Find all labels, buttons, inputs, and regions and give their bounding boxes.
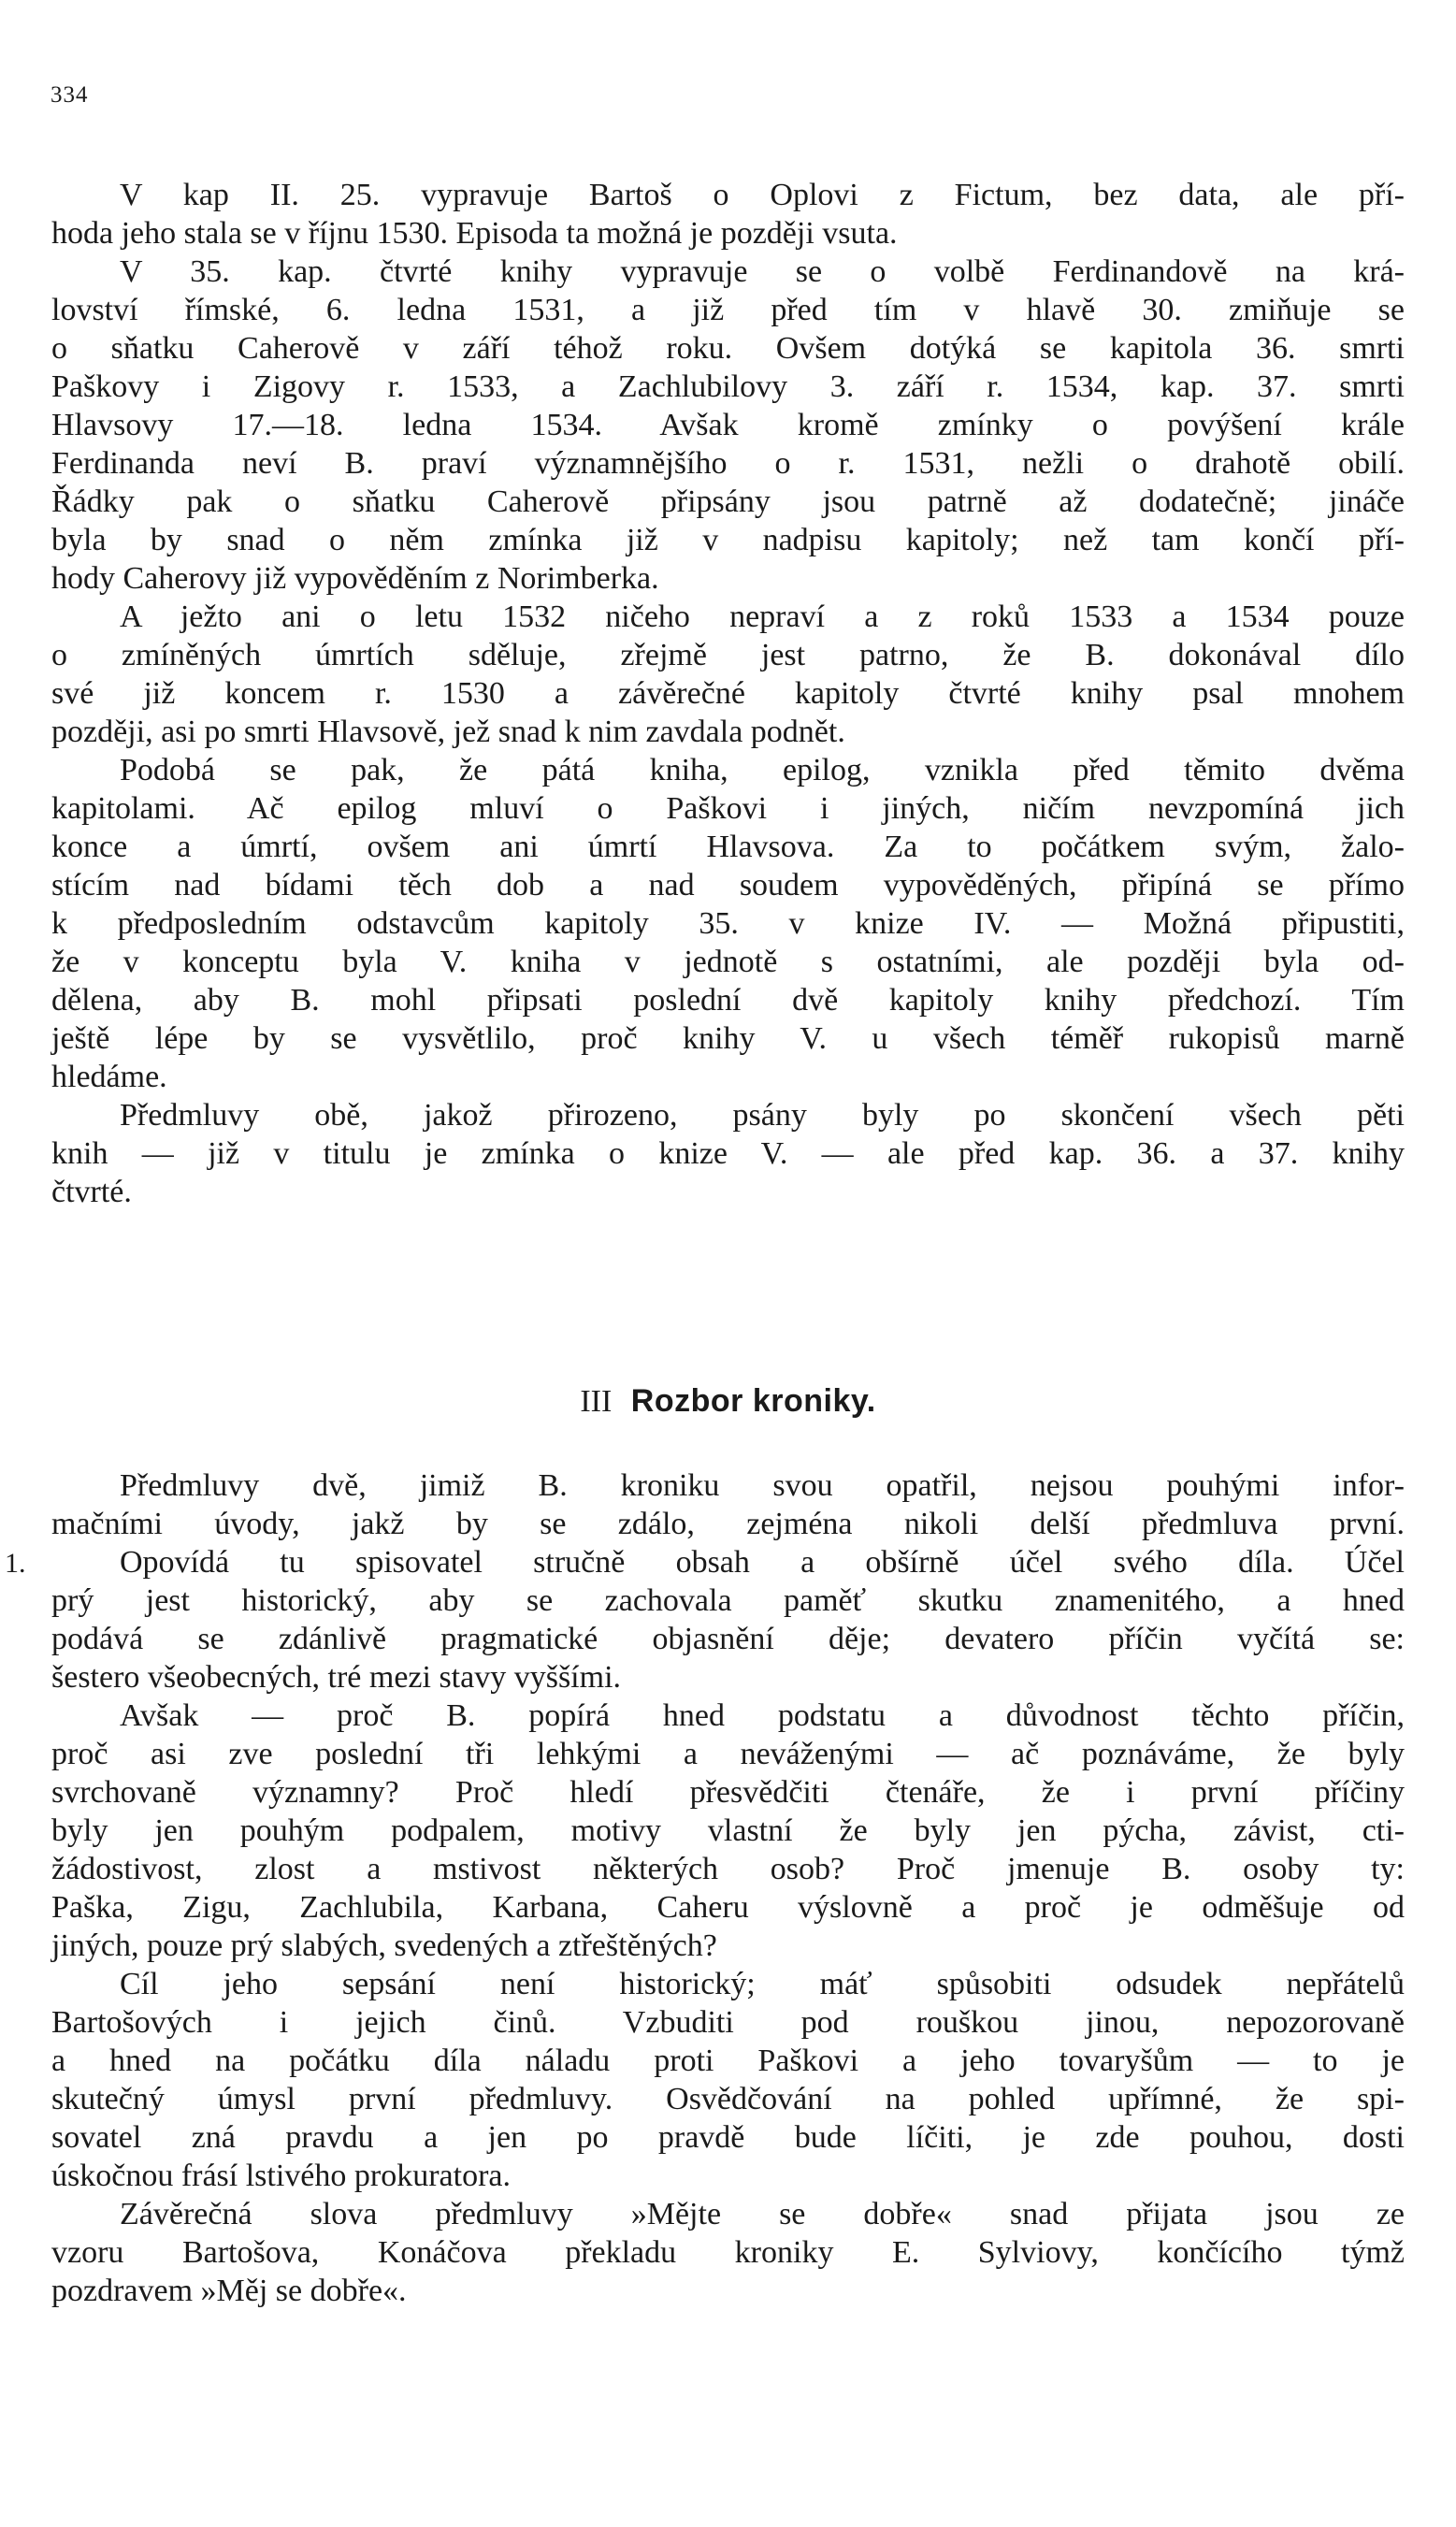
text-line: a hned na počátku díla náladu proti Paškovi a jeho tovaryšům — to je bbox=[51, 2043, 1405, 2078]
text-line: dělena, aby B. mohl připsati poslední dvě kapitoly knihy předchozí. Tím bbox=[51, 983, 1405, 1018]
text-line: Závěrečná slova předmluvy »Mějte se dobře« snad přijata jsou ze bbox=[120, 2197, 1405, 2231]
text-line: svrchovaně významny? Proč hledí přesvědčiti čtenáře, že i první příčiny bbox=[51, 1775, 1405, 1810]
text-line: V 35. kap. čtvrté knihy vypravuje se o volbě Ferdinandově na krá- bbox=[120, 254, 1405, 289]
text-line: vzoru Bartošova, Konáčova překladu kroniky E. Sylviovy, končícího týmž bbox=[51, 2235, 1405, 2270]
text-line: Paškovy i Zigovy r. 1533, a Zachlubilovy 3. září r. 1534, kap. 37. smrti bbox=[51, 369, 1405, 404]
text-line: Bartošových i jejich činů. Vzbuditi pod rouškou jinou, nepozorovaně bbox=[51, 2005, 1405, 2040]
text-line: mačními úvody, jakž by se zdálo, zejména nikoli delší předmluva první. bbox=[51, 1507, 1405, 1541]
text-line: k předposledním odstavcům kapitoly 35. v knize IV. — Možná připustiti, bbox=[51, 906, 1405, 941]
text-line: čtvrté. bbox=[51, 1175, 132, 1209]
text-line: kapitolami. Ač epilog mluví o Paškovi i jiných, ničím nevzpomíná jich bbox=[51, 791, 1405, 826]
text-line: Ferdinanda neví B. praví významnějšího o r. 1531, nežli o drahotě obilí. bbox=[51, 446, 1405, 481]
section-title: Rozbor kroniky. bbox=[630, 1383, 876, 1419]
text-line: ještě lépe by se vysvětlilo, proč knihy V. u všech téměř rukopisů marně bbox=[51, 1021, 1405, 1056]
text-line: V kap II. 25. vypravuje Bartoš o Oplovi z Fictum, bez data, ale pří- bbox=[120, 178, 1405, 212]
text-line: prý jest historický, aby se zachovala paměť skutku znamenitého, a hned bbox=[51, 1583, 1405, 1618]
text-line: Předmluvy obě, jakož přirozeno, psány byly po skončení všech pěti bbox=[120, 1098, 1405, 1133]
text-line: Avšak — proč B. popírá hned podstatu a důvodnost těchto příčin, bbox=[120, 1698, 1405, 1733]
text-line: Cíl jeho sepsání není historický; máť spůsobiti odsudek nepřátelů bbox=[120, 1967, 1405, 2001]
section-heading bbox=[0, 1382, 1456, 1421]
text-line: své již koncem r. 1530 a závěrečné kapitoly čtvrté knihy psal mnohem bbox=[51, 676, 1405, 711]
text-line: šestero všeobecných, tré mezi stavy vyššími. bbox=[51, 1660, 622, 1695]
text-line: byla by snad o něm zmínka již v nadpisu kapitoly; než tam končí pří- bbox=[51, 523, 1405, 557]
text-line: byly jen pouhým podpalem, motivy vlastní že byly jen pýcha, závist, cti- bbox=[51, 1813, 1405, 1848]
text-line: že v konceptu byla V. kniha v jednotě s ostatními, ale později byla od- bbox=[51, 945, 1405, 979]
text-line: Hlavsovy 17.—18. ledna 1534. Avšak kromě zmínky o povýšení krále bbox=[51, 408, 1405, 442]
text-line: hledáme. bbox=[51, 1060, 167, 1094]
text-line: hoda jeho stala se v říjnu 1530. Episoda ta možná je později vsuta. bbox=[51, 216, 898, 251]
text-line: žádostivost, zlost a mstivost některých osob? Proč jmenuje B. osoby ty: bbox=[51, 1852, 1405, 1886]
text-line: Předmluvy dvě, jimiž B. kroniku svou opatřil, nejsou pouhými infor- bbox=[120, 1468, 1405, 1503]
text-line: sovatel zná pravdu a jen po pravdě bude líčiti, je zde pouhou, dosti bbox=[51, 2120, 1405, 2155]
text-line: o sňatku Caherově v září téhož roku. Ovšem dotýká se kapitola 36. smrti bbox=[51, 331, 1405, 366]
text-line: Opovídá tu spisovatel stručně obsah a obšírně účel svého díla. Účel bbox=[120, 1545, 1405, 1580]
text-line: podává se zdánlivě pragmatické objasnění děje; devatero příčin vyčítá se: bbox=[51, 1622, 1405, 1656]
text-line: A ježto ani o letu 1532 ničeho nepraví a z roků 1533 a 1534 pouze bbox=[120, 599, 1405, 634]
text-line: později, asi po smrti Hlavsově, jež snad k nim zavdala podnět. bbox=[51, 715, 845, 749]
text-line: pozdravem »Měj se dobře«. bbox=[51, 2274, 407, 2308]
text-line: úskočnou frásí lstivého prokuratora. bbox=[51, 2159, 511, 2193]
text-block-1 bbox=[51, 176, 1405, 1211]
text-line: hody Caherovy již vypověděním z Norimberka. bbox=[51, 561, 659, 596]
text-line: skutečný úmysl první předmluvy. Osvědčování na pohled upřímné, že spi- bbox=[51, 2082, 1405, 2116]
text-line: stícím nad bídami těch dob a nad soudem vypověděných, připíná se přímo bbox=[51, 868, 1405, 902]
text-line: jiných, pouze prý slabých, svedených a ztřeštěných? bbox=[51, 1928, 717, 1963]
text-block-2 bbox=[51, 1466, 1405, 2310]
marginal-number: 1. bbox=[5, 1548, 26, 1579]
text-line: Podobá se pak, že pátá kniha, epilog, vznikla před těmito dvěma bbox=[120, 753, 1405, 787]
text-line: o zmíněných úmrtích sděluje, zřejmě jest patrno, že B. dokonával dílo bbox=[51, 638, 1405, 672]
section-number: III bbox=[580, 1384, 613, 1419]
text-line: konce a úmrtí, ovšem ani úmrtí Hlavsova. Za to počátkem svým, žalo- bbox=[51, 830, 1405, 864]
text-line: knih — již v titulu je zmínka o knize V. — ale před kap. 36. a 37. knihy bbox=[51, 1136, 1405, 1171]
text-line: proč asi zve poslední tři lehkými a neváženými — ač poznáváme, že byly bbox=[51, 1737, 1405, 1771]
page-number: 334 bbox=[50, 82, 89, 108]
text-line: Řádky pak o sňatku Caherově připsány jsou patrně až dodatečně; jináče bbox=[51, 484, 1405, 519]
text-line: Paška, Zigu, Zachlubila, Karbana, Caheru výslovně a proč je odměšuje od bbox=[51, 1890, 1405, 1925]
text-line: lovství římské, 6. ledna 1531, a již před tím v hlavě 30. zmiňuje se bbox=[51, 293, 1405, 327]
